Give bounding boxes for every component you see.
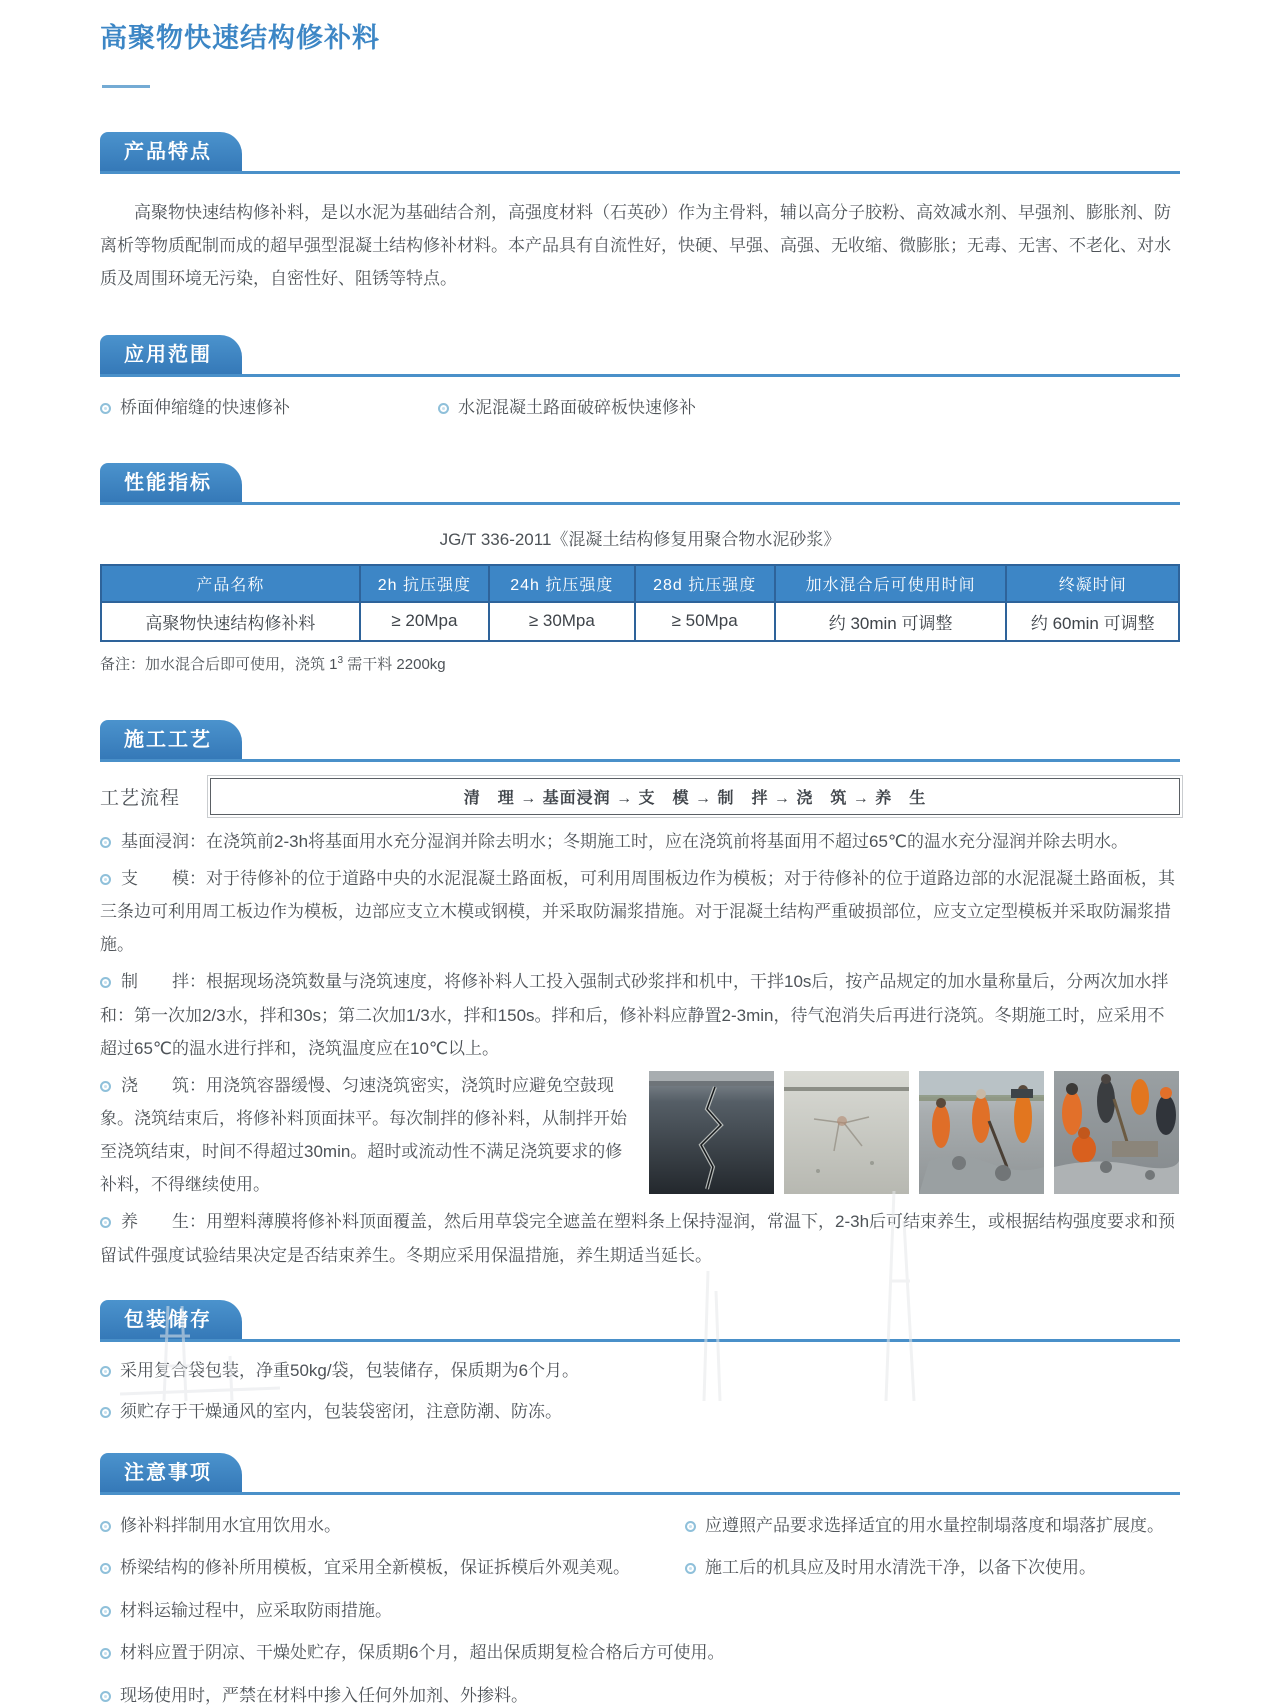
- ring-bullet-icon: [100, 977, 111, 988]
- note-item: [685, 1513, 1180, 1539]
- packaging-item-label: 须贮存于干燥通风的室内，包装袋密闭，注意防潮、防冻。: [120, 1402, 562, 1422]
- table-cell: ≥ 50Mpa: [635, 602, 775, 641]
- section-header-construction: [100, 720, 1180, 762]
- note-item-label: 材料运输过程中，应采取防雨措施。: [120, 1600, 392, 1620]
- cracked-concrete-slab-photo: [784, 1071, 909, 1194]
- step-formwork: [100, 862, 1180, 961]
- table-cell: ≥ 30Mpa: [489, 602, 635, 641]
- table-cell: 约 30min 可调整: [775, 602, 1007, 641]
- note-item-label: 应遵照产品要求选择适宜的用水量控制塌落度和塌落扩展度。: [705, 1515, 1164, 1535]
- section-header-features: [100, 132, 1180, 174]
- note-item: [100, 1555, 685, 1581]
- section-tab-notes: 注意事项: [100, 1453, 242, 1492]
- section-tab-performance: 性能指标: [100, 463, 242, 502]
- section-tab-construction: 施工工艺: [100, 720, 242, 759]
- step-base-wetting: [100, 825, 1180, 858]
- ring-bullet-icon: [100, 1563, 111, 1574]
- process-flow-box: 清 理 → 基面浸润 → 支 模 → 制 拌 → 浇 筑 → 养 生: [210, 778, 1180, 815]
- note-item-label: 施工后的机具应及时用水清洗干净，以备下次使用。: [705, 1558, 1096, 1578]
- step-text: 用浇筑容器缓慢、匀速浇筑密实，浇筑时应避免空鼓现象。浇筑结束后，将修补料顶面抹平。每次制拌的修补料，从制拌开始至浇筑结束，时间不得超过30min。超时或流动性不满足浇筑要求的修补料，不得继续使用。: [100, 1075, 627, 1195]
- step-title: 支 模：: [121, 869, 206, 889]
- application-item: [438, 395, 696, 421]
- note-item: [100, 1598, 1180, 1624]
- process-flow-row: [100, 778, 1180, 815]
- table-header-cell: 终凝时间: [1006, 565, 1179, 602]
- ring-bullet-icon: [100, 1407, 111, 1418]
- ring-bullet-icon: [100, 1217, 111, 1228]
- note-item: [100, 1513, 685, 1539]
- note-item: [685, 1555, 1180, 1581]
- footnote-text: 备注：加水混合后即可使用，浇筑 1: [100, 655, 338, 673]
- table-cell: 高聚物快速结构修补料: [101, 602, 360, 641]
- notes-list: [100, 1513, 1180, 1708]
- section-header-applications: [100, 335, 1180, 377]
- step-curing: [100, 1205, 1180, 1271]
- ring-bullet-icon: [685, 1521, 696, 1532]
- ring-bullet-icon: [100, 1366, 111, 1377]
- step-title: 养 生：: [121, 1212, 206, 1232]
- ring-bullet-icon: [100, 837, 111, 848]
- section-tab-packaging: 包装储存: [100, 1300, 242, 1339]
- page-title: 高聚物快速结构修补料: [100, 23, 380, 53]
- step-title: 制 拌：: [121, 972, 206, 992]
- packaging-item-label: 采用复合袋包装，净重50kg/袋，包装储存，保质期为6个月。: [120, 1360, 580, 1380]
- construction-photo-strip: [649, 1071, 1180, 1194]
- table-row: [101, 602, 1179, 641]
- step-text: 用塑料薄膜将修补料顶面覆盖，然后用草袋完全遮盖在塑料条上保持湿润，常温下，2-3h后可结束养生，或根据结构强度要求和预留试件强度试验结果决定是否结束养生。冬期应采用保温措施，养生期适当延长。: [100, 1212, 1176, 1265]
- section-tab-features: 产品特点: [100, 132, 242, 171]
- footnote-superscript: 3: [337, 654, 344, 666]
- application-item-label: 水泥混凝土路面破碎板快速修补: [458, 398, 696, 418]
- section-header-performance: [100, 463, 1180, 505]
- table-header-cell: 2h 抗压强度: [360, 565, 489, 602]
- application-item-label: 桥面伸缩缝的快速修补: [120, 398, 290, 418]
- step-mixing: [100, 965, 1180, 1064]
- table-header-cell: 加水混合后可使用时间: [775, 565, 1007, 602]
- table-cell: ≥ 20Mpa: [360, 602, 489, 641]
- process-flow-label: 工艺流程: [100, 787, 181, 809]
- ring-bullet-icon: [100, 1521, 111, 1532]
- step-title: 浇 筑：: [121, 1075, 206, 1095]
- cracked-dark-pavement-photo: [649, 1071, 774, 1194]
- performance-table: [100, 564, 1180, 642]
- features-paragraph: 高聚物快速结构修补料，是以水泥为基础结合剂，高强度材料（石英砂）作为主骨料，辅以高分子胶粉、高效减水剂、早强剂、膨胀剂、防离析等物质配制而成的超早强型混凝土结构修补材料。本产品具有自流性好，快硬、早强、高强、无收缩、微膨胀；无毒、无害、不老化、对水质及周围环境无污染，自密性好、阻锈等特点。: [100, 203, 1171, 289]
- step-text: 对于待修补的位于道路中央的水泥混凝土路面板，可利用周围板边作为模板；对于待修补的位于道路边部的水泥混凝土路面板，其三条边可利用周工板边作为模板，边部应支立木模或钢模，并采取防漏浆措施。对于混凝土结构严重破损部位，应支立定型模板并采取防漏浆措施。: [100, 869, 1175, 955]
- standard-reference: JG/T 336-2011《混凝土结构修复用聚合物水泥砂浆》: [439, 529, 841, 549]
- ring-bullet-icon: [438, 403, 449, 414]
- workers-repairing-joint-photo: [1054, 1071, 1179, 1194]
- footnote-text: 需干料 2200kg: [343, 655, 446, 673]
- packaging-item: [100, 1358, 1180, 1384]
- ring-bullet-icon: [100, 874, 111, 885]
- table-header-cell: 28d 抗压强度: [635, 565, 775, 602]
- workers-breaking-pavement-photo: [919, 1071, 1044, 1194]
- table-header-cell: 产品名称: [101, 565, 360, 602]
- application-item: [100, 395, 290, 421]
- construction-steps: [100, 825, 1180, 1272]
- note-item-label: 桥梁结构的修补所用模板，宜采用全新模板，保证拆模后外观美观。: [120, 1558, 630, 1578]
- table-header-row: [101, 565, 1179, 602]
- step-text: 根据现场浇筑数量与浇筑速度，将修补料人工投入强制式砂浆拌和机中，干拌10s后，按产品规定的加水量称量后，分两次加水拌和：第一次加2/3水，拌和30s；第二次加1/3水，拌和150s。拌和后，修补料应静置2-3min，待气泡消失后再进行浇筑。冬期施工时，应采用不超过65℃的温水进行拌和，浇筑温度应在10℃以上。: [100, 972, 1169, 1058]
- step-title: 基面浸润：: [121, 831, 206, 851]
- table-header-cell: 24h 抗压强度: [489, 565, 635, 602]
- table-cell: 约 60min 可调整: [1006, 602, 1179, 641]
- note-item: [100, 1683, 1180, 1708]
- ring-bullet-icon: [100, 1648, 111, 1659]
- section-header-packaging: [100, 1300, 1180, 1342]
- datasheet-page: [100, 0, 1180, 1708]
- applications-list: [100, 395, 1180, 421]
- note-item-label: 材料应置于阴凉、干燥处贮存，保质期6个月，超出保质期复检合格后方可使用。: [120, 1643, 725, 1663]
- table-footnote: [100, 653, 1180, 674]
- step-text: 在浇筑前2-3h将基面用水充分湿润并除去明水；冬期施工时，应在浇筑前将基面用不超过65℃的温水充分湿润并除去明水。: [206, 831, 1129, 851]
- section-header-notes: [100, 1453, 1180, 1495]
- ring-bullet-icon: [100, 1081, 111, 1092]
- note-item: [100, 1640, 1180, 1666]
- ring-bullet-icon: [100, 1691, 111, 1702]
- title-underline-dash: [102, 85, 150, 88]
- packaging-item: [100, 1399, 1180, 1425]
- ring-bullet-icon: [685, 1563, 696, 1574]
- note-item-label: 修补料拌制用水宜用饮用水。: [120, 1515, 341, 1535]
- note-item-label: 现场使用时，严禁在材料中掺入任何外加剂、外掺料。: [120, 1685, 528, 1705]
- ring-bullet-icon: [100, 1606, 111, 1617]
- ring-bullet-icon: [100, 403, 111, 414]
- section-tab-applications: 应用范围: [100, 335, 242, 374]
